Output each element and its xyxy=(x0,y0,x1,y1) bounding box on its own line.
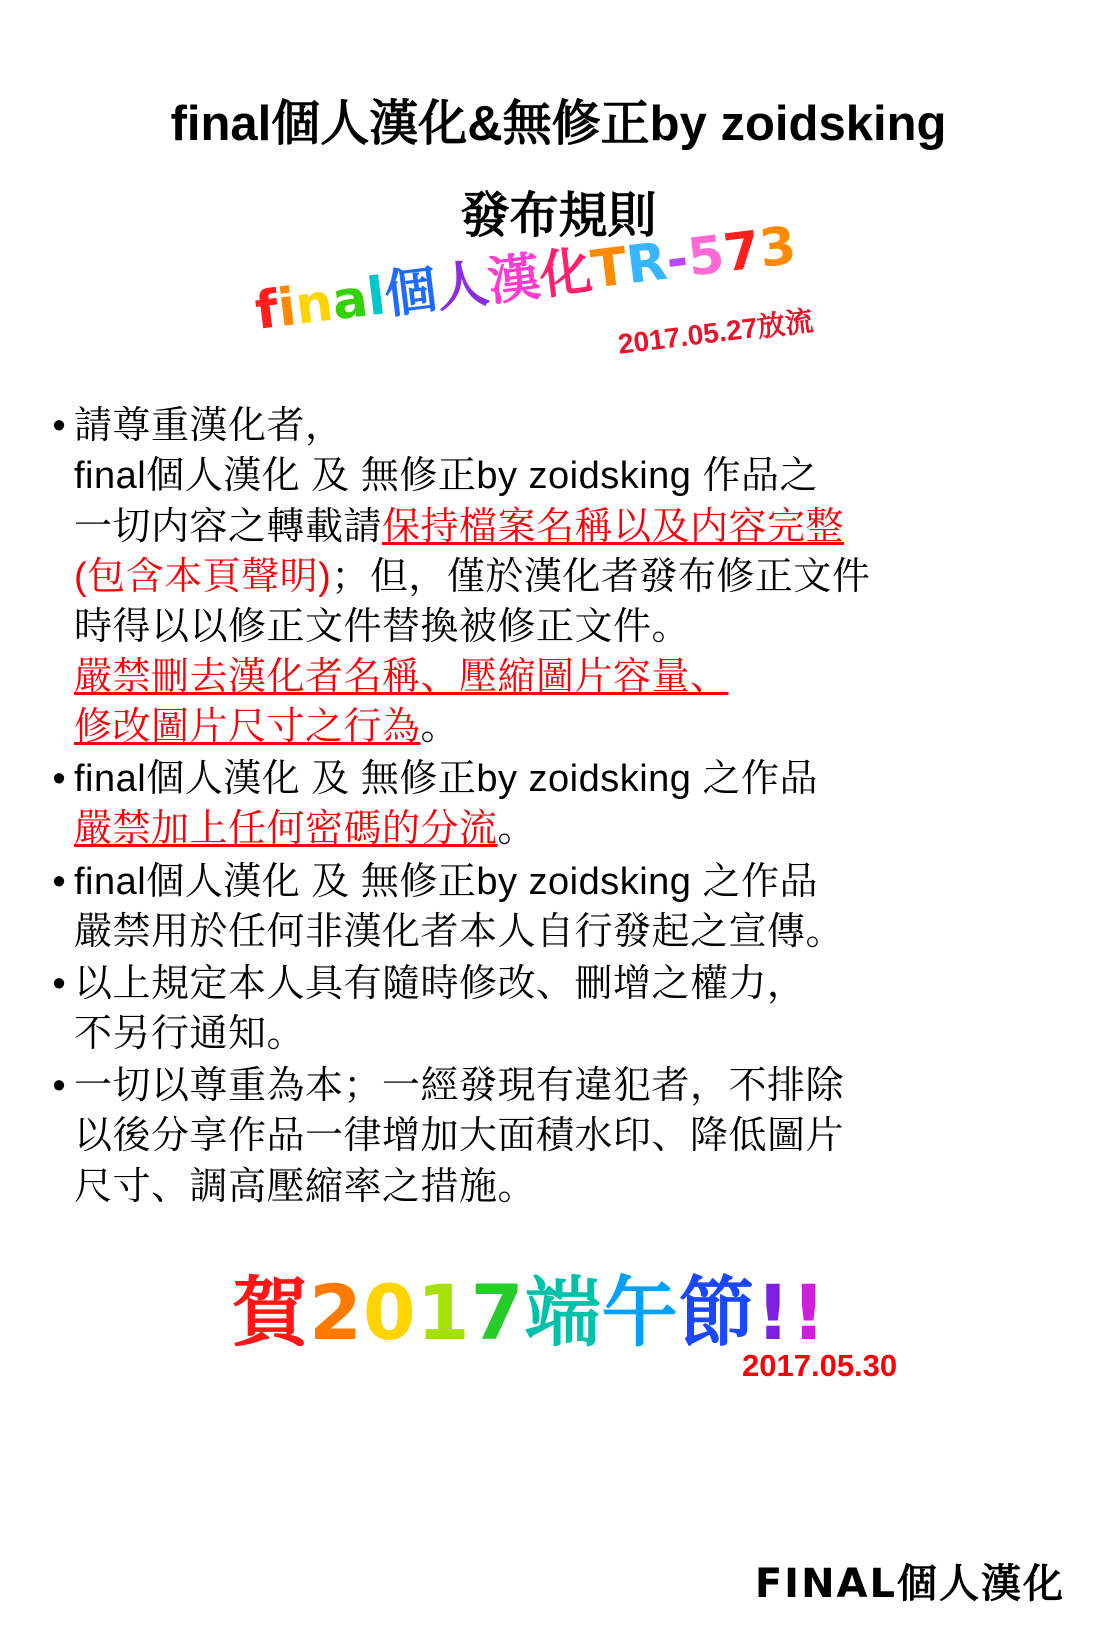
rule-line xyxy=(74,401,870,451)
rule-text-segment: 一切内容之轉載請 xyxy=(74,505,383,548)
rule-line xyxy=(74,702,870,752)
banner-char: 人 xyxy=(433,253,493,320)
rule-text-segment: 。 xyxy=(420,706,460,749)
banner-char: R xyxy=(623,231,671,297)
rule-line xyxy=(74,907,844,957)
rule-text-segment: (包含本頁聲明) xyxy=(74,555,332,598)
rule-text xyxy=(74,401,870,752)
greeting-date: 2017.05.30 xyxy=(742,1347,898,1383)
footer-signature: FINAL個人漢化 xyxy=(754,1560,1065,1607)
banner-char: 化 xyxy=(536,241,596,308)
rule-line xyxy=(74,1061,844,1111)
release-date: 2017.05.27放流 xyxy=(616,305,815,361)
rule-item xyxy=(44,401,1074,752)
bullet-icon: • xyxy=(52,860,66,903)
rule-line xyxy=(74,804,818,854)
rule-line xyxy=(74,857,844,907)
rule-text-segment: 保持檔案名稱以及内容完整 xyxy=(382,505,845,548)
release-rules-page xyxy=(0,33,1117,1633)
rule-text-segment: 以上規定本人具有隨時修改、刪增之權力， xyxy=(74,962,806,1005)
banner-char: i xyxy=(274,277,300,340)
rule-text xyxy=(74,754,818,854)
greeting-char: 7 xyxy=(470,1267,525,1357)
festival-greeting xyxy=(0,1252,1117,1402)
greeting-char: 節 xyxy=(678,1267,756,1357)
rule-line xyxy=(74,552,870,602)
rule-text-segment: final個人漢化 及 無修正by zoidsking 之作品 xyxy=(74,758,818,801)
rule-text-segment: 修改圖片尺寸之行為 xyxy=(74,706,421,749)
greeting-char: ! xyxy=(755,1267,792,1357)
greeting-char: 午 xyxy=(601,1267,679,1357)
bullet-icon: • xyxy=(52,405,66,448)
rule-item xyxy=(44,959,1074,1059)
banner-char: 3 xyxy=(756,216,800,281)
banner-char: - xyxy=(662,229,692,292)
banner-char: 5 xyxy=(684,224,728,289)
bullet-icon: • xyxy=(52,758,66,801)
banner-char: a xyxy=(328,268,372,333)
rule-text-segment: ；但，僅於漢化者發布修正文件 xyxy=(331,555,871,598)
rule-item xyxy=(44,1061,1074,1211)
greeting-char: 端 xyxy=(524,1267,602,1357)
banner-char: n xyxy=(292,272,337,337)
banner-char: f xyxy=(252,279,282,342)
rule-text-segment: 。 xyxy=(497,808,537,851)
rule-text-segment: 不另行通知。 xyxy=(74,1013,306,1056)
rule-text xyxy=(74,1061,844,1211)
rule-line xyxy=(74,1009,806,1059)
page-subtitle: 發布規則 xyxy=(460,189,657,244)
banner-char: 漢 xyxy=(484,247,544,314)
bullet-icon: • xyxy=(52,962,66,1005)
rule-text-segment: 嚴禁用於任何非漢化者本人自行發起之宣傳。 xyxy=(74,910,845,953)
page-title: final個人漢化&無修正by zoidsking xyxy=(170,96,947,151)
rule-line xyxy=(74,1111,844,1161)
rule-line xyxy=(74,502,870,552)
rule-text-segment: 請尊重漢化者， xyxy=(74,405,344,448)
rule-line xyxy=(74,1162,844,1212)
greeting-char: 1 xyxy=(416,1267,471,1357)
rules-list xyxy=(44,401,1074,1212)
rule-item xyxy=(44,754,1074,854)
rule-text-segment: 尺寸、調高壓縮率之措施。 xyxy=(74,1165,537,1208)
banner-char: T xyxy=(587,236,631,301)
rule-text-segment: final個人漢化 及 無修正by zoidsking 之作品 xyxy=(74,860,818,903)
rule-text-segment: 嚴禁加上任何密碼的分流 xyxy=(74,808,498,851)
festival-greeting-text xyxy=(232,1252,827,1361)
rule-text-segment: 時得以以修正文件替換被修正文件。 xyxy=(74,605,691,648)
rule-line xyxy=(74,652,870,702)
rule-text xyxy=(74,857,844,957)
banner-char: l xyxy=(363,266,389,329)
bullet-icon: • xyxy=(52,1065,66,1108)
rule-line xyxy=(74,602,870,652)
rule-line xyxy=(74,959,806,1009)
greeting-char: ! xyxy=(791,1267,827,1357)
rule-line xyxy=(74,451,870,501)
banner-char: 個 xyxy=(381,260,441,327)
greeting-char: 2 xyxy=(309,1267,363,1357)
rule-text-segment: 一切以尊重為本；一經發現有違犯者，不排除 xyxy=(74,1065,845,1108)
banner-char: 7 xyxy=(720,220,764,285)
rule-item xyxy=(44,857,1074,957)
greeting-char: 0 xyxy=(362,1267,417,1357)
rule-text-segment: final個人漢化 及 無修正by zoidsking 作品之 xyxy=(74,455,818,498)
rule-text-segment: 嚴禁刪去漢化者名稱、壓縮圖片容量、 xyxy=(74,655,729,698)
rule-text-segment: 以後分享作品一律增加大面積水印、降低圖片 xyxy=(74,1115,845,1158)
rule-line xyxy=(74,754,818,804)
greeting-char: 賀 xyxy=(232,1267,309,1357)
rule-text xyxy=(74,959,806,1059)
